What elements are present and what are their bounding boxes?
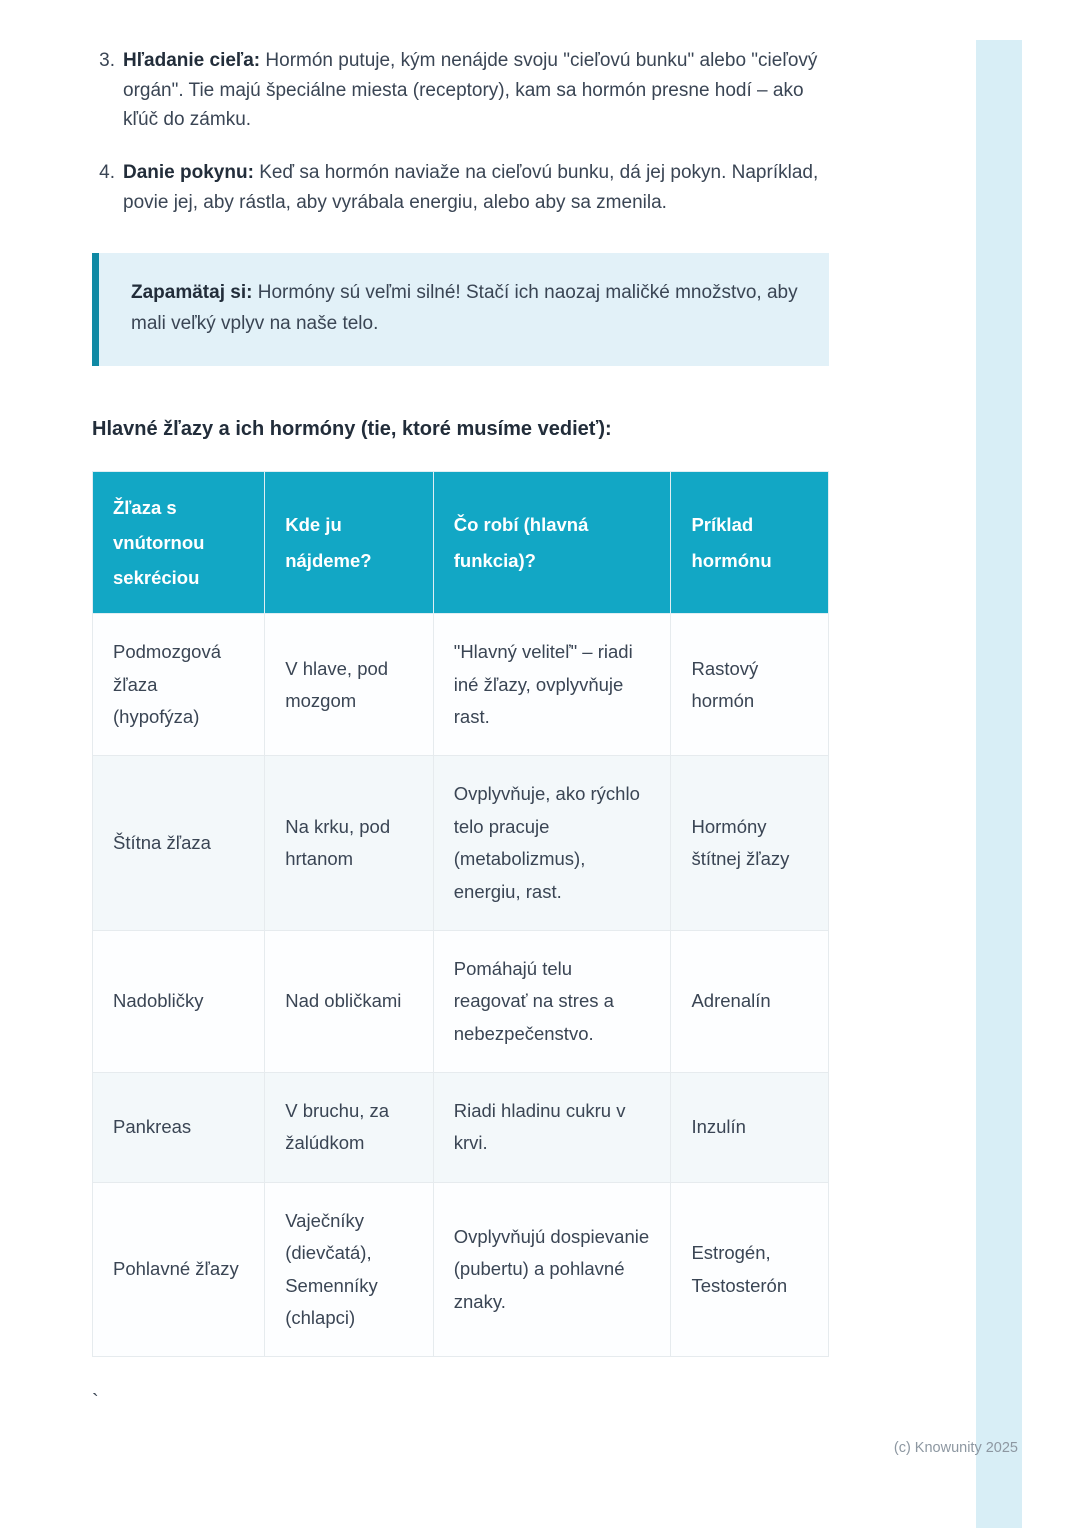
table-header-cell: Príklad hormónu [671, 471, 829, 613]
table-cell: Pomáhajú telu reagovať na stres a nebezpečenstvo. [433, 930, 671, 1072]
stray-character: ` [92, 1391, 99, 1414]
list-item-body: Keď sa hormón naviaže na cieľovú bunku, dá jej pokyn. Napríklad, povie jej, aby rástla, aby vyrábala energiu, alebo aby sa zmenila. [123, 161, 819, 213]
table-cell: V hlave, pod mozgom [265, 614, 434, 756]
table-cell: Inzulín [671, 1073, 829, 1183]
callout-text [131, 278, 799, 339]
table-row [93, 756, 829, 931]
list-item-text [123, 158, 829, 217]
list-item-number: 3. [99, 50, 115, 71]
table-head [93, 471, 829, 613]
table-cell: Na krku, pod hrtanom [265, 756, 434, 931]
footer-copyright: (c) Knowunity 2025 [893, 1440, 1018, 1456]
table-cell: Nad obličkami [265, 930, 434, 1072]
callout-body: Hormóny sú veľmi silné! Stačí ich naozaj maličké množstvo, aby mali veľký vplyv na naše telo. [131, 282, 798, 334]
table-cell: "Hlavný veliteľ" – riadi iné žľazy, ovplyvňuje rast. [433, 614, 671, 756]
callout-lead: Zapamätaj si: [131, 282, 253, 304]
table-row [93, 1073, 829, 1183]
table-cell: V bruchu, za žalúdkom [265, 1073, 434, 1183]
table-row [93, 1182, 829, 1357]
remember-callout [92, 253, 829, 366]
table-body [93, 614, 829, 1357]
table-cell: Podmozgová žľaza (hypofýza) [93, 614, 265, 756]
numbered-list [92, 46, 829, 217]
table-row [93, 930, 829, 1072]
list-item-lead: Hľadanie cieľa: [123, 50, 261, 71]
table-cell: Hormóny štítnej žľazy [671, 756, 829, 931]
document-content [92, 46, 829, 1414]
list-item-body: Hormón putuje, kým nenájde svoju "cieľovú bunku" alebo "cieľový orgán". Tie majú špeciálne miesta (receptory), kam sa hormón presne hodí – ako kľúč do zámku. [123, 50, 818, 131]
list-item-lead: Danie pokynu: [123, 161, 254, 183]
table-header-cell: Kde ju nájdeme? [265, 471, 434, 613]
list-item-text [123, 46, 829, 135]
table-header-row [93, 471, 829, 613]
table-header-cell: Čo robí (hlavná funkcia)? [433, 471, 671, 613]
table-cell: Estrogén, Testosterón [671, 1182, 829, 1357]
table-cell: Rastový hormón [671, 614, 829, 756]
page-edge-strip [976, 40, 1022, 1528]
table-cell: Riadi hladinu cukru v krvi. [433, 1073, 671, 1183]
table-cell: Nadobličky [93, 930, 265, 1072]
table-row [93, 614, 829, 756]
list-item [92, 46, 829, 135]
table-cell: Štítna žľaza [93, 756, 265, 931]
table-header-cell: Žľaza s vnútornou sekréciou [93, 471, 265, 613]
list-item-number: 4. [99, 161, 115, 183]
glands-table [92, 471, 829, 1357]
list-item [92, 158, 829, 217]
table-cell: Pohlavné žľazy [93, 1182, 265, 1357]
table-cell: Ovplyvňuje, ako rýchlo telo pracuje (metabolizmus), energiu, rast. [433, 756, 671, 931]
table-cell: Vaječníky (dievčatá), Semenníky (chlapci) [265, 1182, 434, 1357]
table-cell: Ovplyvňujú dospievanie (pubertu) a pohlavné znaky. [433, 1182, 671, 1357]
section-heading: Hlavné žľazy a ich hormóny (tie, ktoré musíme vedieť): [92, 417, 612, 440]
table-cell: Pankreas [93, 1073, 265, 1183]
table-cell: Adrenalín [671, 930, 829, 1072]
